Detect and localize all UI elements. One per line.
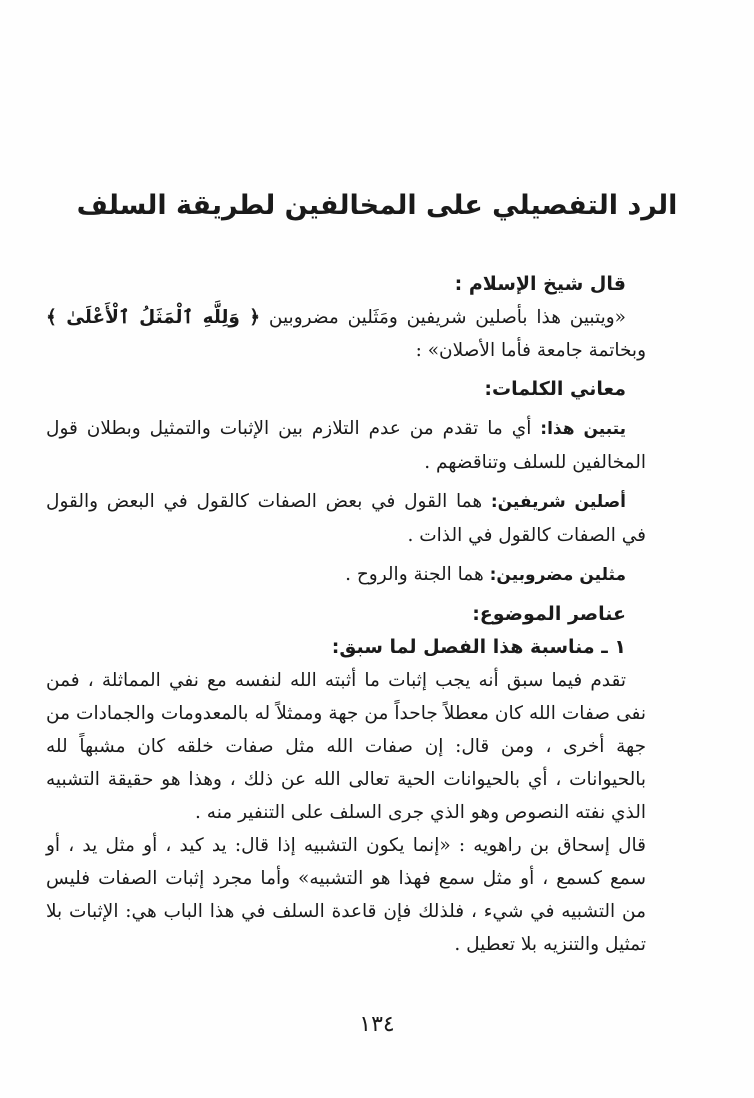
quran-verse: ﴿ وَلِلَّهِ ٱلْمَثَلُ ٱلْأَعْلَىٰ ﴾	[46, 307, 261, 328]
quote-text-after: وبخاتمة جامعة فأما الأصلان» :	[415, 340, 646, 361]
vocab-item	[46, 558, 646, 592]
page-body	[46, 268, 646, 961]
quote-text-before: «ويتبين هذا بأصلين شريفين ومَثَلين مضروبين	[260, 307, 626, 328]
page-title: الرد التفصيلي على المخالفين لطريقة السلف	[76, 190, 678, 221]
vocab-term: مثلين مضروبين:	[489, 565, 626, 585]
vocab-definition: هما الجنة والروح .	[345, 564, 490, 585]
vocab-item	[46, 412, 646, 479]
vocab-definition: هما القول في بعض الصفات كالقول في البعض والقول في الصفات كالقول في الذات .	[46, 491, 646, 546]
vocab-definition: أي ما تقدم من عدم التلازم بين الإثبات والتمثيل وبطلان قول المخالفين للسلف وتناقضهم .	[46, 418, 646, 473]
vocab-item	[46, 485, 646, 552]
topics-paragraph-2: قال إسحاق بن راهويه : «إنما يكون التشبيه إذا قال: يد كيد ، أو مثل يد ، أو سمع كسمع ، أو مثل سمع فهذا هو التشبيه» وأما مجرد إثبات الصفات فليس من التشبيه في شيء ، فلذلك فإن قاعدة السلف في هذا الباب هي: الإثبات بلا تمثيل والتنزيه بلا تعطيل .	[46, 835, 646, 955]
intro-quote	[46, 301, 646, 367]
vocab-term: أصلين شريفين:	[490, 492, 626, 512]
vocab-term: يتبين هذا:	[540, 419, 627, 439]
vocab-heading: معاني الكلمات:	[484, 378, 626, 400]
topics-heading: عناصر الموضوع:	[472, 603, 626, 625]
intro-heading: قال شيخ الإسلام :	[454, 273, 626, 295]
topics-paragraph-1: تقدم فيما سبق أنه يجب إثبات ما أثبته الله لنفسه مع نفي المماثلة ، فمن نفى صفات الله كان معطلاً جاحداً من جهة وممثلاً له بالمعدومات والجمادات من جهة أخرى ، ومن قال: إن صفات الله مثل صفات خلقه كان مشبهاً لله بالحيوانات ، أي بالحيوانات الحية تعالى الله عن ذلك ، وهذا هو حقيقة التشبيه الذي نفته النصوص وهو الذي جرى السلف على التنفير منه .	[46, 670, 646, 823]
page-number: ١٣٤	[359, 1012, 395, 1037]
topics-subheading: ١ ـ مناسبة هذا الفصل لما سبق:	[331, 636, 626, 658]
